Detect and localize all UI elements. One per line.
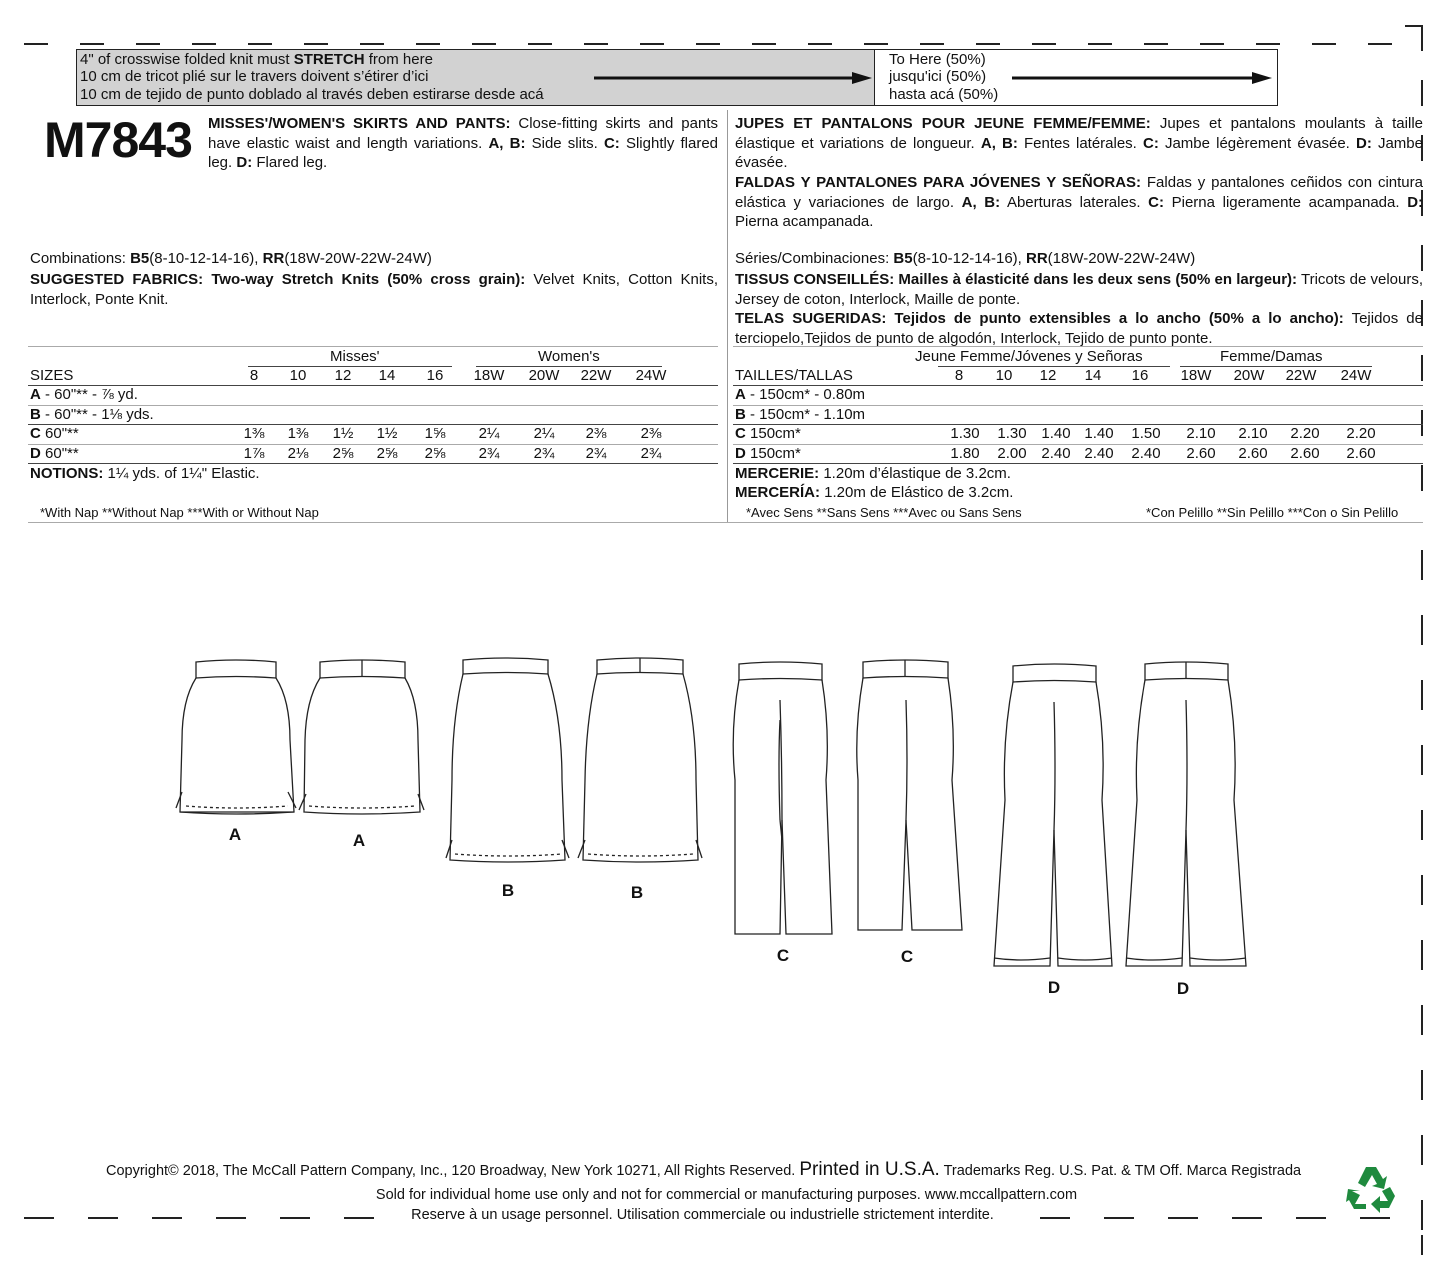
nap-note-es: *Con Pelillo **Sin Pelillo ***Con o Sin Pelillo — [1146, 505, 1399, 520]
table-row: C 60"** — [30, 425, 79, 442]
stretch-line-fr: 10 cm de tricot plié sur le travers doivent s’étirer d’ici — [80, 68, 429, 85]
mercerie: MERCERIE: 1.20m d’élastique de 3.2cm. — [735, 465, 1011, 482]
merceria: MERCERÍA: 1.20m de Elástico de 3.2cm. — [735, 484, 1014, 501]
pants-c-back — [857, 660, 962, 930]
group-misses: Misses' — [330, 348, 380, 365]
table-row: D 150cm* — [735, 445, 801, 462]
table-row: A - 150cm* - 0.80m — [735, 386, 866, 403]
description-es: FALDAS Y PANTALONES PARA JÓVENES Y SEÑORAS: Faldas y pantalones ceñidos con cintura elástica y variaciones de largo. A, B: Aberturas laterales. C: Pierna ligeramente acampanada. D: Pierna acampanada. — [735, 174, 1424, 230]
to-here-fr: jusqu'ici (50%) — [889, 68, 987, 85]
usage-line-fr: Reserve à un usage personnel. Utilisation commerciale ou industrielle strictement interdite. — [411, 1207, 994, 1223]
view-label: C — [776, 946, 790, 965]
description-en: MISSES'/WOMEN'S SKIRTS AND PANTS: Close-fitting skirts and pants have elastic waist and length variations. A, B: Side slits. C: Slightly flared leg. D: Flared leg. — [208, 115, 718, 171]
to-here-en: To Here (50%) — [889, 51, 986, 68]
sizes-label-fr: TAILLES/TALLAS — [735, 367, 853, 384]
table-row: B - 150cm* - 1.10m — [735, 406, 866, 423]
view-label: A — [352, 831, 366, 850]
sizes-label: SIZES — [30, 367, 74, 384]
skirt-a-front — [176, 660, 296, 814]
fabrics-en: SUGGESTED FABRICS: Two-way Stretch Knits (50% cross grain): Velvet Knits, Cotton Knits, Interlock, Ponte Knit. — [30, 271, 718, 308]
table-row: D 60"** — [30, 445, 79, 462]
stretch-line-es: 10 cm de tejido de punto doblado al través deben estirarse desde acá — [80, 86, 544, 103]
table-row: A - 60"** - ⅞ yd. — [30, 386, 138, 403]
nap-note-en: *With Nap **Without Nap ***With or Without Nap — [40, 505, 319, 520]
table-row: C 150cm* — [735, 425, 801, 442]
view-label: B — [630, 883, 644, 902]
group-jeune: Jeune Femme/Jóvenes y Señoras — [915, 348, 1143, 365]
to-here-es: hasta acá (50%) — [889, 86, 999, 103]
skirt-b-back — [578, 658, 702, 862]
recycle-icon — [1346, 1163, 1400, 1215]
group-femme: Femme/Damas — [1220, 348, 1323, 365]
fabrics-fr: TISSUS CONSEILLÉS: Mailles à élasticité dans les deux sens (50% en largeur): Tricots de velours, Jersey de coton, Interlock, Maille de ponte. — [735, 271, 1423, 308]
pattern-number: M7843 — [44, 112, 192, 168]
group-women: Women's — [538, 348, 600, 365]
view-label: C — [900, 947, 914, 966]
description-fr: JUPES ET PANTALONS POUR JEUNE FEMME/FEMME: Jupes et pantalons moulants à taille élastique et variations de longueur. A, B: Fentes latérales. C: Jambe légèrement évasée. D: Jambe évasée. — [735, 115, 1423, 171]
table-row: B - 60"** - 1⅛ yds. — [30, 406, 154, 423]
pants-d-front — [994, 664, 1112, 966]
notions: NOTIONS: 1¼ yds. of 1¼" Elastic. — [30, 465, 260, 482]
skirt-b-front — [446, 658, 569, 862]
stretch-line-en: 4" of crosswise folded knit must STRETCH from here — [80, 51, 433, 68]
combinations-en: Combinations: B5(8-10-12-14-16), RR(18W-20W-22W-24W) — [30, 250, 432, 267]
usage-line-en: Sold for individual home use only and not for commercial or manufacturing purposes. www.mccallpattern.com — [375, 1187, 1078, 1203]
copyright-line: Copyright© 2018, The McCall Pattern Company, Inc., 120 Broadway, New York 10271, All Rights Reserved. Printed in U.S.A. Trademarks Reg. U.S. Pat. & TM Off. Marca Registrada — [106, 1159, 1302, 1180]
view-label: D — [1047, 978, 1061, 997]
nap-note-fr: *Avec Sens **Sans Sens ***Avec ou Sans Sens — [746, 505, 1022, 520]
view-label: D — [1176, 979, 1190, 998]
skirt-a-back — [299, 660, 424, 814]
view-label: A — [228, 825, 242, 844]
combinations-fr-es: Séries/Combinaciones: B5(8-10-12-14-16), RR(18W-20W-22W-24W) — [735, 250, 1196, 267]
pants-c-front — [733, 662, 832, 934]
fabrics-es: TELAS SUGERIDAS: Tejidos de punto extensibles a lo ancho (50% a lo ancho): Tejidos de terciopelo,Tejidos de punto de algodón, Interlock, Tejido de punto ponte. — [735, 310, 1423, 347]
view-label: B — [501, 881, 515, 900]
pants-d-back — [1126, 662, 1246, 966]
